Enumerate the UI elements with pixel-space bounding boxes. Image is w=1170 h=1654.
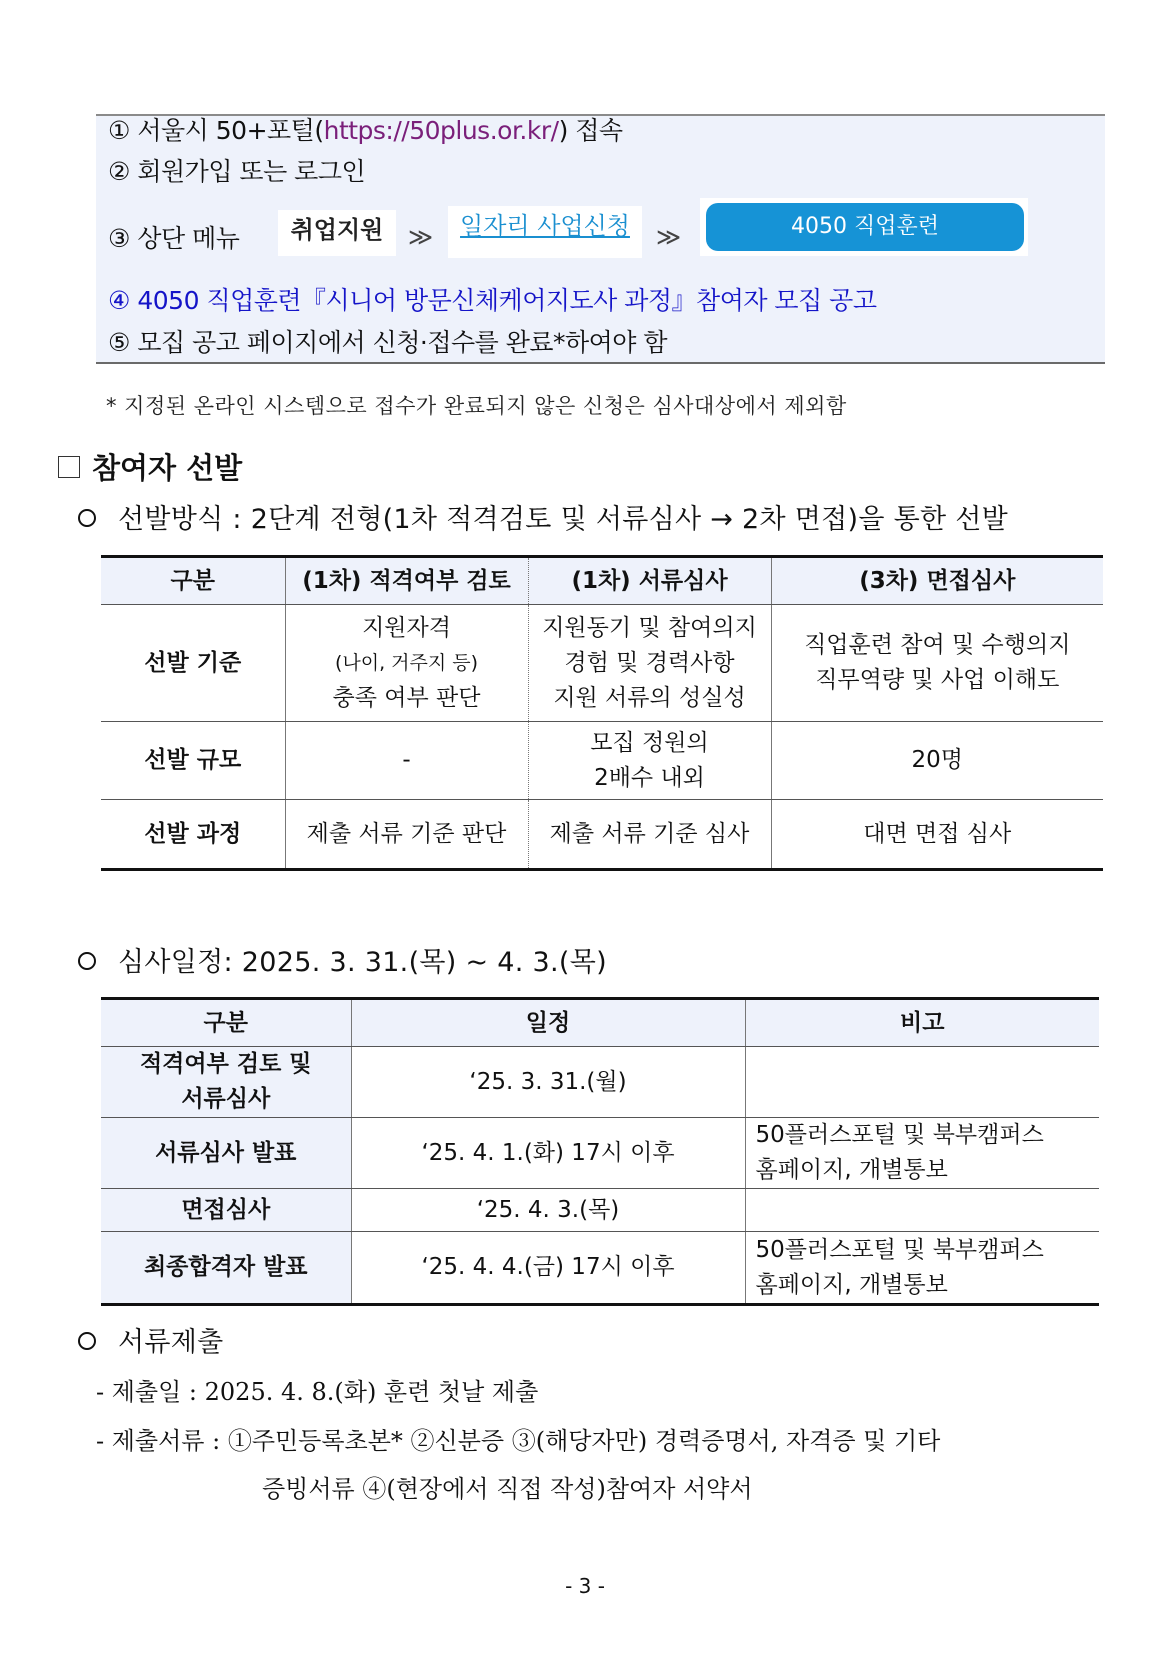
row-label: 최종합격자 발표 xyxy=(101,1232,351,1305)
step-number: ② xyxy=(108,157,130,186)
schedule-table xyxy=(101,997,1099,1306)
cell-line: 직업훈련 참여 및 수행의지 xyxy=(804,632,1071,658)
table-header: (1차) 적격여부 검토 xyxy=(285,557,528,605)
cell-line: 홈페이지, 개별통보 xyxy=(755,1157,948,1183)
schedule-heading-text: 심사일정: 2025. 3. 31.(목) ~ 4. 3.(목) xyxy=(118,947,607,978)
documents-heading-text: 서류제출 xyxy=(118,1327,224,1358)
cell-line: 홈페이지, 개별통보 xyxy=(755,1271,948,1298)
step-1 xyxy=(108,116,623,146)
recruitment-notice-title[interactable]: 4050 직업훈련『시니어 방문신체케어지도사 과정』참여자 모집 공고 xyxy=(137,286,877,315)
schedule-remark xyxy=(745,1232,1099,1305)
footnote: * 지정된 온라인 시스템으로 접수가 완료되지 않은 신청은 심사대상에서 제외함 xyxy=(106,394,847,418)
schedule-date: ‘25. 4. 1.(화) 17시 이후 xyxy=(351,1118,745,1189)
step-2 xyxy=(108,157,365,187)
table-cell: 제출 서류 기준 판단 xyxy=(285,800,528,870)
table-header: 구분 xyxy=(101,999,351,1047)
table-header: 구분 xyxy=(101,557,285,605)
step-text: 모집 공고 페이지에서 신청·접수를 완료*하여야 함 xyxy=(137,328,668,357)
documents-heading xyxy=(78,1320,224,1359)
row-label: 선발 규모 xyxy=(101,722,285,800)
schedule-remark xyxy=(745,1189,1099,1232)
circle-bullet-icon xyxy=(78,1332,96,1350)
step-5 xyxy=(108,328,667,358)
row-label: 선발 과정 xyxy=(144,820,242,847)
table-cell xyxy=(528,722,771,800)
page-number: - 3 - xyxy=(565,1574,605,1598)
portal-url-link[interactable]: https://50plus.or.kr/ xyxy=(323,116,559,145)
step-number: ③ xyxy=(108,224,130,253)
menu-4050-wrapper xyxy=(700,198,1028,256)
menu-employment-support[interactable]: 취업지원 xyxy=(278,210,396,256)
step-text: ) 접속 xyxy=(558,116,623,145)
submission-date: - 제출일 : 2025. 4. 8.(화) 훈련 첫날 제출 xyxy=(96,1378,539,1406)
table-row xyxy=(101,1118,1099,1189)
table-cell: 20명 xyxy=(771,722,1103,800)
schedule-remark xyxy=(745,1047,1099,1118)
table-row xyxy=(101,800,1103,870)
menu-4050-job-training-button[interactable]: 4050 직업훈련 xyxy=(706,203,1024,251)
schedule-date: ‘25. 4. 3.(목) xyxy=(351,1189,745,1232)
schedule-heading xyxy=(78,940,607,979)
table-cell: 제출 서류 기준 심사 xyxy=(528,800,771,870)
table-row xyxy=(101,1047,1099,1118)
selection-method-text: 선발방식 : 2단계 전형(1차 적격검토 및 서류심사 → 2차 면접)을 통한 선발 xyxy=(118,504,1009,535)
row-label xyxy=(101,1047,351,1118)
required-documents-line2: 증빙서류 ④(현장에서 직접 작성)참여자 서약서 xyxy=(262,1475,753,1503)
cell-line: 지원동기 및 참여의지 xyxy=(542,614,757,641)
cell-line: 충족 여부 판단 xyxy=(332,684,481,711)
table-row xyxy=(101,1232,1099,1305)
step-number: ① xyxy=(108,116,130,145)
cell-line: 모집 정원의 xyxy=(590,729,709,756)
schedule-date: ‘25. 3. 31.(월) xyxy=(351,1047,745,1118)
step-3 xyxy=(108,224,239,254)
square-bullet-icon xyxy=(58,456,80,478)
selection-criteria-table xyxy=(101,555,1103,871)
selection-method xyxy=(78,497,1008,536)
step-number: ⑤ xyxy=(108,328,130,357)
step-number: ④ xyxy=(108,286,130,315)
table-row xyxy=(101,1189,1099,1232)
table-header: (3차) 면접심사 xyxy=(771,557,1103,605)
cell-line: 지원자격 xyxy=(362,614,451,641)
cell-line: 경험 및 경력사항 xyxy=(564,649,735,676)
schedule-remark xyxy=(745,1118,1099,1189)
cell-line: 지원 서류의 성실성 xyxy=(553,684,746,711)
cell-line: 적격여부 검토 및 xyxy=(139,1051,312,1077)
row-label: 선발 기준 xyxy=(101,605,285,722)
step-4 xyxy=(108,286,876,316)
step-text: 서울시 50+포털( xyxy=(137,116,324,145)
table-cell: 대면 면접 심사 xyxy=(771,800,1103,870)
section-title-text: 참여자 선발 xyxy=(92,451,243,485)
row-label: 서류심사 발표 xyxy=(101,1118,351,1189)
table-header: 비고 xyxy=(745,999,1099,1047)
application-steps-box xyxy=(96,114,1105,364)
table-row xyxy=(101,722,1103,800)
table-cell: - xyxy=(285,722,528,800)
chevron-double-right-icon: ≫ xyxy=(656,223,682,251)
cell-line: 50플러스포털 및 북부캠퍼스 xyxy=(755,1122,1044,1148)
row-label: 면접심사 xyxy=(101,1189,351,1232)
cell-line: 2배수 내외 xyxy=(594,764,705,791)
required-documents-line1: - 제출서류 : ①주민등록초본* ②신분증 ③(해당자만) 경력증명서, 자격증 및 기타 xyxy=(96,1427,941,1455)
circle-bullet-icon xyxy=(78,509,96,527)
chevron-double-right-icon: ≫ xyxy=(408,223,434,251)
table-row xyxy=(101,605,1103,722)
table-header: 일정 xyxy=(351,999,745,1047)
cell-line: (나이, 거주지 등) xyxy=(334,651,479,674)
section-title xyxy=(58,446,242,487)
schedule-date: ‘25. 4. 4.(금) 17시 이후 xyxy=(351,1232,745,1305)
cell-line: 서류심사 xyxy=(181,1086,271,1112)
step-text: 상단 메뉴 xyxy=(137,224,240,253)
cell-line: 50플러스포털 및 북부캠퍼스 xyxy=(755,1236,1044,1263)
table-cell xyxy=(528,605,771,722)
step-text: 회원가입 또는 로그인 xyxy=(137,157,366,186)
circle-bullet-icon xyxy=(78,952,96,970)
table-header: (1차) 서류심사 xyxy=(528,557,771,605)
table-cell xyxy=(285,605,528,722)
cell-line: 직무역량 및 사업 이해도 xyxy=(815,667,1060,693)
menu-job-program-application[interactable]: 일자리 사업신청 xyxy=(448,206,642,258)
table-header-row xyxy=(101,999,1099,1047)
table-cell xyxy=(771,605,1103,722)
table-header-row xyxy=(101,557,1103,605)
